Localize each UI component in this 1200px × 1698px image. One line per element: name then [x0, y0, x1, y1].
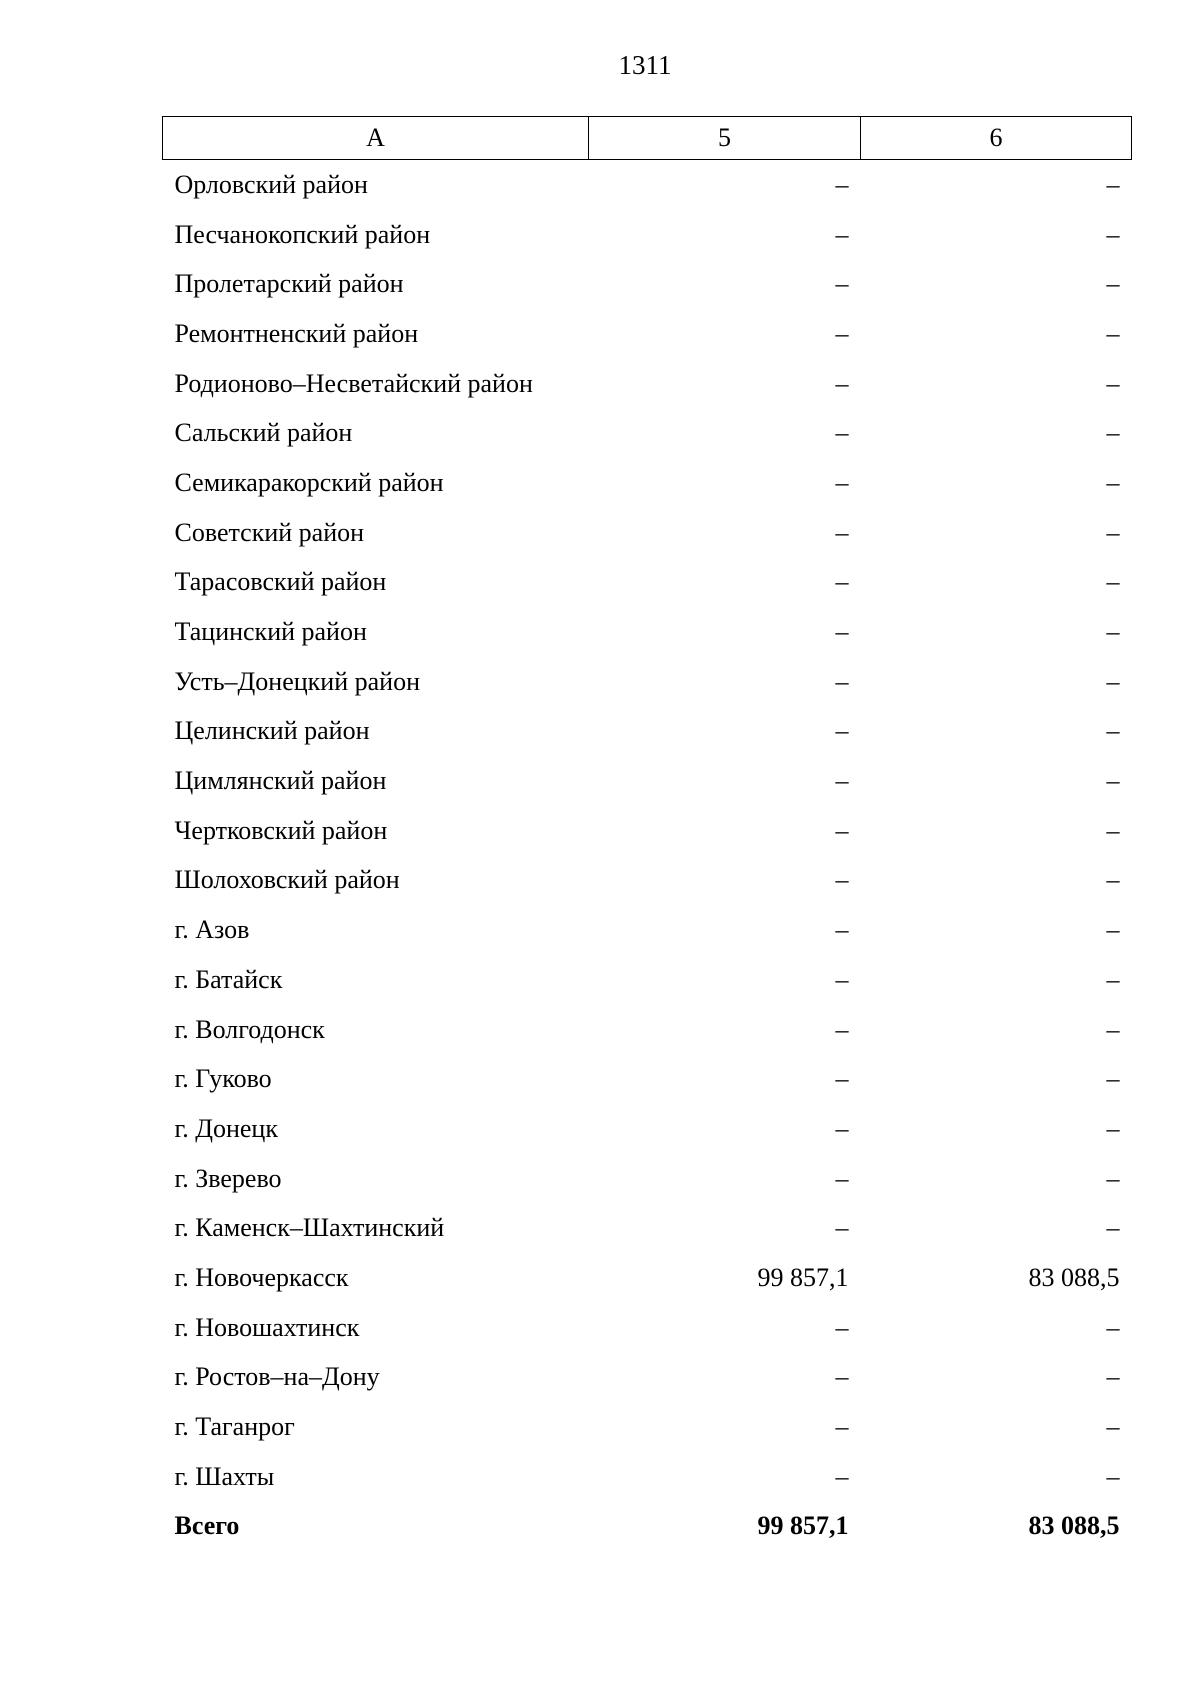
value-col-5: –	[835, 1163, 849, 1193]
value-col-6: 83 088,5	[1028, 1511, 1120, 1541]
value-col-6: –	[1106, 1461, 1120, 1491]
row-label: г. Каменск–Шахтинский	[174, 1213, 445, 1243]
table-row	[163, 657, 1132, 707]
row-label: Ремонтненский район	[174, 318, 419, 348]
value-col-6: –	[1106, 1163, 1120, 1193]
value-col-6: –	[1106, 418, 1120, 448]
column-header-a: А	[163, 117, 589, 160]
value-col-5: –	[835, 915, 849, 945]
value-col-5: –	[835, 666, 849, 696]
row-label: г. Донецк	[174, 1113, 278, 1143]
value-col-6: –	[1106, 815, 1120, 845]
value-col-6: –	[1106, 617, 1120, 647]
table-row	[163, 458, 1132, 508]
table-row	[163, 856, 1132, 906]
value-col-5: –	[835, 169, 849, 199]
row-label: Сальский район	[174, 418, 353, 448]
table-row	[163, 359, 1132, 409]
value-col-6: –	[1106, 567, 1120, 597]
value-col-5: –	[835, 318, 849, 348]
table-row	[163, 1452, 1132, 1502]
row-label: г. Таганрог	[174, 1412, 295, 1442]
value-col-6: –	[1106, 1064, 1120, 1094]
row-label: г. Новочеркасск	[174, 1262, 349, 1292]
table-row	[163, 160, 1132, 210]
table-row	[163, 508, 1132, 558]
table-header	[163, 117, 1132, 160]
value-col-5: –	[835, 1064, 849, 1094]
table-row	[163, 1253, 1132, 1303]
header-row	[163, 117, 1132, 160]
row-label: г. Ростов–на–Дону	[174, 1362, 380, 1392]
value-col-5: –	[835, 766, 849, 796]
row-label: Тацинский район	[174, 617, 367, 647]
table-row	[163, 1353, 1132, 1403]
value-col-6: –	[1106, 1014, 1120, 1044]
value-col-5: –	[835, 219, 849, 249]
value-col-6: –	[1106, 1362, 1120, 1392]
value-col-5: 99 857,1	[757, 1262, 849, 1292]
value-col-5: –	[835, 1412, 849, 1442]
row-label: Советский район	[174, 517, 365, 547]
value-col-6: –	[1106, 1412, 1120, 1442]
value-col-5: –	[835, 467, 849, 497]
row-label: г. Азов	[174, 915, 250, 945]
value-col-6: –	[1106, 269, 1120, 299]
value-col-5: –	[835, 1461, 849, 1491]
table-row	[163, 1005, 1132, 1055]
value-col-6: –	[1106, 716, 1120, 746]
row-label: Семикаракорский район	[174, 467, 444, 497]
table-row	[163, 1104, 1132, 1154]
value-col-5: –	[835, 1213, 849, 1243]
row-label: г. Волгодонск	[174, 1014, 325, 1044]
table-row	[163, 1303, 1132, 1353]
table-row	[163, 806, 1132, 856]
table-row	[163, 905, 1132, 955]
value-col-6: –	[1106, 766, 1120, 796]
table-row	[163, 756, 1132, 806]
table-row	[163, 1203, 1132, 1253]
row-label: г. Батайск	[174, 964, 283, 994]
table-row	[163, 1154, 1132, 1204]
row-label: Тарасовский район	[174, 567, 387, 597]
table-row	[163, 707, 1132, 757]
value-col-5: –	[835, 269, 849, 299]
row-label: г. Шахты	[174, 1461, 275, 1491]
value-col-6: –	[1106, 1113, 1120, 1143]
row-label: Пролетарский район	[174, 269, 404, 299]
total-row	[163, 1502, 1132, 1552]
value-col-5: –	[835, 1113, 849, 1143]
value-col-5: –	[835, 617, 849, 647]
row-label: Родионово–Несветайский район	[174, 368, 533, 398]
value-col-6: –	[1106, 865, 1120, 895]
row-label: Усть–Донецкий район	[174, 666, 420, 696]
value-col-5: –	[835, 1362, 849, 1392]
column-header-5: 5	[589, 117, 861, 160]
value-col-6: –	[1106, 169, 1120, 199]
value-col-6: –	[1106, 1213, 1120, 1243]
value-col-5: –	[835, 716, 849, 746]
value-col-6: –	[1106, 467, 1120, 497]
value-col-5: –	[835, 567, 849, 597]
value-col-6: –	[1106, 1312, 1120, 1342]
value-col-5: –	[835, 1014, 849, 1044]
table-row	[163, 309, 1132, 359]
value-col-6: –	[1106, 915, 1120, 945]
row-label: Песчанокопский район	[174, 219, 431, 249]
value-col-6: –	[1106, 666, 1120, 696]
value-col-5: –	[835, 418, 849, 448]
row-label: г. Зверево	[174, 1163, 282, 1193]
table-row	[163, 955, 1132, 1005]
table-row	[163, 558, 1132, 608]
value-col-6: –	[1106, 219, 1120, 249]
table-row	[163, 259, 1132, 309]
table-row	[163, 607, 1132, 657]
value-col-5: –	[835, 815, 849, 845]
row-label: Чертковский район	[174, 815, 388, 845]
table-row	[163, 210, 1132, 260]
value-col-6: –	[1106, 368, 1120, 398]
row-label: г. Гуково	[174, 1064, 272, 1094]
row-label: Всего	[174, 1511, 240, 1541]
table-row	[163, 408, 1132, 458]
table-body	[163, 160, 1132, 1552]
value-col-5: –	[835, 964, 849, 994]
row-label: Цимлянский район	[174, 766, 387, 796]
row-label: Шолоховский район	[174, 865, 400, 895]
row-label: Целинский район	[174, 716, 370, 746]
value-col-5: –	[835, 865, 849, 895]
page-number: 1311	[618, 50, 672, 80]
table-row	[163, 1402, 1132, 1452]
value-col-5: –	[835, 1312, 849, 1342]
row-label: Орловский район	[174, 169, 368, 199]
value-col-5: –	[835, 517, 849, 547]
data-table	[162, 116, 1132, 1551]
value-col-6: –	[1106, 318, 1120, 348]
column-header-6: 6	[861, 117, 1132, 160]
value-col-6: –	[1106, 517, 1120, 547]
value-col-6: 83 088,5	[1028, 1262, 1120, 1292]
row-label: г. Новошахтинск	[174, 1312, 360, 1342]
value-col-5: –	[835, 368, 849, 398]
value-col-6: –	[1106, 964, 1120, 994]
value-col-5: 99 857,1	[757, 1511, 849, 1541]
table-row	[163, 1054, 1132, 1104]
